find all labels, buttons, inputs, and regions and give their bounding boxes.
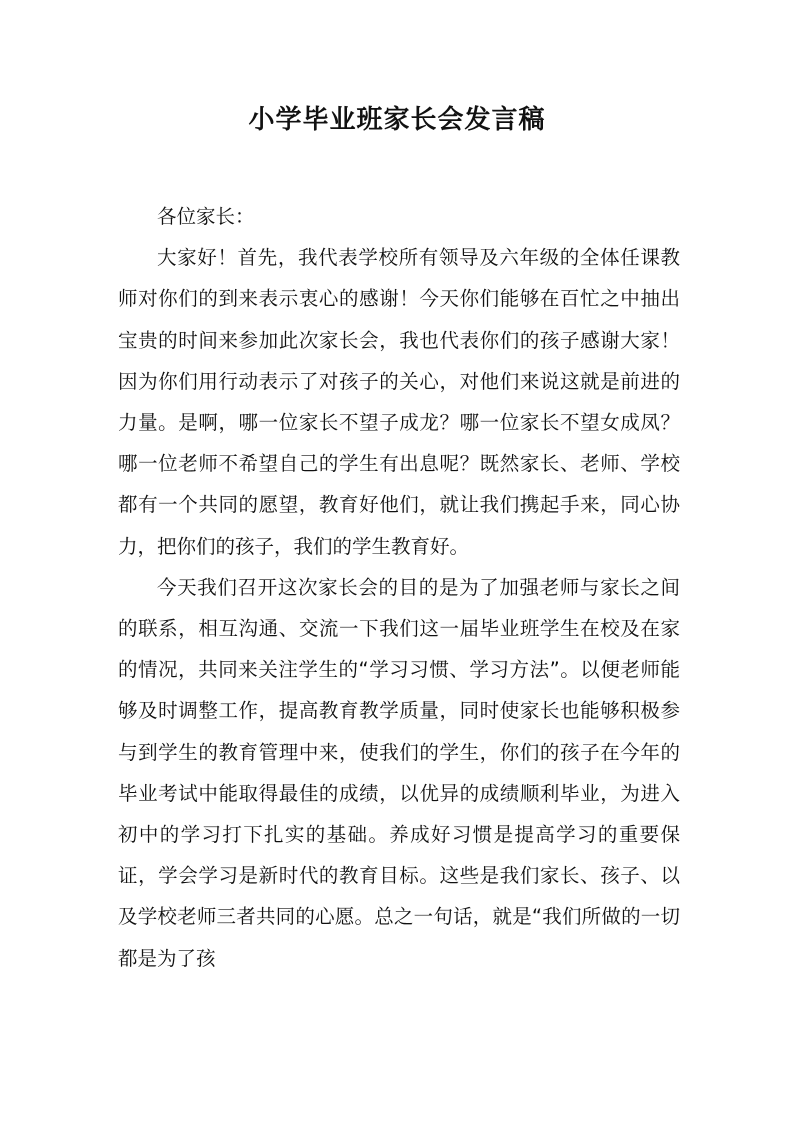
salutation: 各位家长：	[157, 205, 255, 228]
document-body	[118, 196, 680, 979]
document-title: 小学毕业班家长会发言稿	[248, 105, 546, 135]
paragraph-2: 今天我们召开这次家长会的目的是为了加强老师与家长之间的联系，相互沟通、交流一下我们这一届毕业班学生在校及在家的情况，共同来关注学生的“学习习惯、学习方法”。以便老师能够及时调整工作，提高教育教学质量，同时使家长也能够积极参与到学生的教育管理中来，使我们的学生，你们的孩子在今年的毕业考试中能取得最佳的成绩，以优异的成绩顺利毕业，为进入初中的学习打下扎实的基础。养成好习惯是提高学习的重要保证，学会学习是新时代的教育目标。这些是我们家长、孩子、以及学校老师三者共同的心愿。总之一句话，就是“我们所做的一切都是为了孩	[118, 575, 680, 970]
paragraph-1: 大家好！首先，我代表学校所有领导及六年级的全体任课教师对你们的到来表示衷心的感谢！今天你们能够在百忙之中抽出宝贵的时间来参加此次家长会，我也代表你们的孩子感谢大家！因为你们用行动表示了对孩子的关心，对他们来说这就是前进的力量。是啊，哪一位家长不望子成龙？哪一位家长不望女成凤？哪一位老师不希望自己的学生有出息呢？既然家长、老师、学校都有一个共同的愿望，教育好他们，就让我们携起手来，同心协力，把你们的孩子，我们的学生教育好。	[118, 246, 680, 558]
